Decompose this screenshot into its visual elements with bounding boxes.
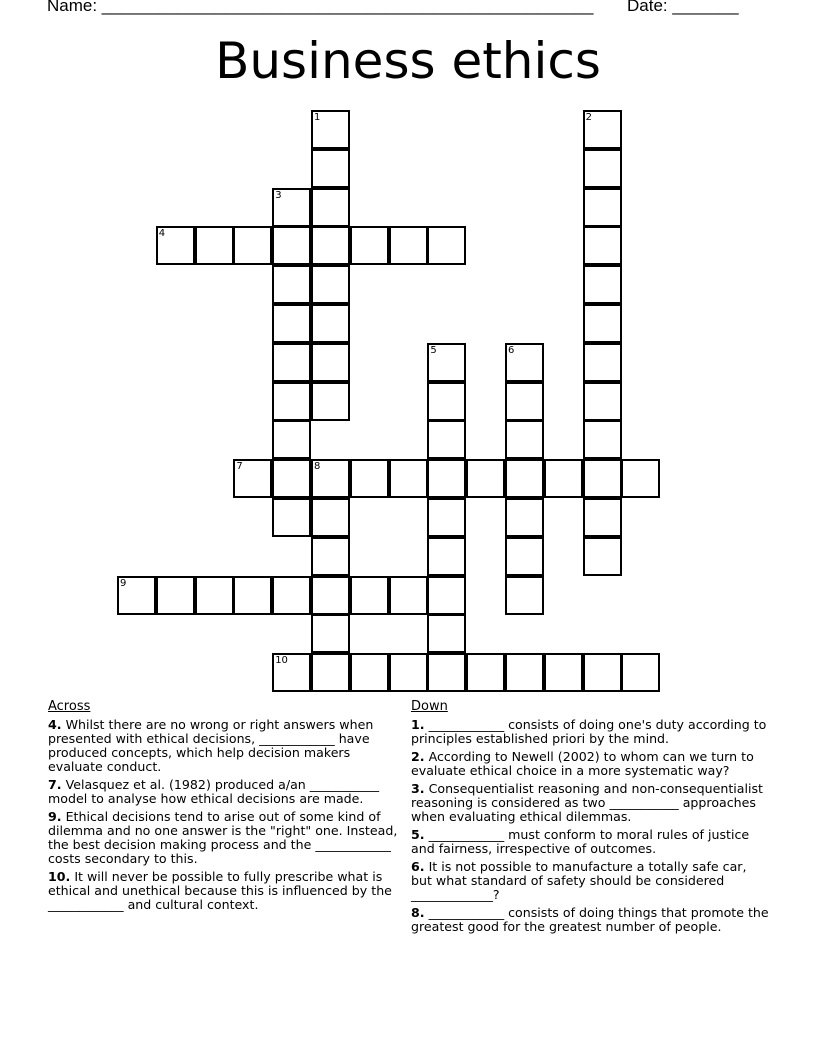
clue-number-label: 8. xyxy=(411,905,425,920)
clue-item xyxy=(411,828,771,856)
grid-cell[interactable] xyxy=(544,459,583,498)
grid-cell[interactable] xyxy=(311,343,350,382)
grid-cell[interactable] xyxy=(389,576,428,615)
grid-cell[interactable] xyxy=(427,382,466,421)
grid-cell[interactable] xyxy=(311,110,350,149)
grid-cell[interactable] xyxy=(427,226,466,265)
grid-cell[interactable] xyxy=(117,576,156,615)
grid-cell[interactable] xyxy=(272,226,311,265)
grid-cell[interactable] xyxy=(233,576,272,615)
grid-cell[interactable] xyxy=(311,614,350,653)
grid-cell[interactable] xyxy=(311,576,350,615)
grid-cell[interactable] xyxy=(583,653,622,692)
grid-cell[interactable] xyxy=(544,653,583,692)
grid-cell[interactable] xyxy=(272,653,311,692)
clue-item xyxy=(411,860,771,902)
grid-cell[interactable] xyxy=(272,576,311,615)
grid-cell[interactable] xyxy=(583,382,622,421)
grid-cell[interactable] xyxy=(195,576,234,615)
clue-item xyxy=(411,782,771,824)
grid-cell[interactable] xyxy=(272,459,311,498)
clue-text: It is not possible to manufacture a totally safe car, but what standard of safety should be considered _____________? xyxy=(411,859,747,902)
grid-cell[interactable] xyxy=(311,459,350,498)
clue-text: According to Newell (2002) to whom can we turn to evaluate ethical choice in a more systematic way? xyxy=(411,749,754,778)
grid-cell[interactable] xyxy=(583,459,622,498)
grid-cell[interactable] xyxy=(583,226,622,265)
clue-item xyxy=(48,778,408,806)
grid-cell[interactable] xyxy=(466,653,505,692)
clue-item xyxy=(411,718,771,746)
grid-cell[interactable] xyxy=(272,265,311,304)
down-heading: Down xyxy=(411,699,448,714)
grid-cell[interactable] xyxy=(505,537,544,576)
down-clues xyxy=(411,700,771,938)
grid-cell[interactable] xyxy=(583,188,622,227)
clue-number: 8 xyxy=(314,461,321,473)
clue-number-label: 1. xyxy=(411,717,425,732)
grid-cell[interactable] xyxy=(427,498,466,537)
clue-number-label: 4. xyxy=(48,717,62,732)
grid-cell[interactable] xyxy=(311,304,350,343)
grid-cell[interactable] xyxy=(427,653,466,692)
grid-cell[interactable] xyxy=(427,420,466,459)
grid-cell[interactable] xyxy=(583,537,622,576)
grid-cell[interactable] xyxy=(583,498,622,537)
clue-text: Consequentialist reasoning and non-consequentialist reasoning is considered as two ___________ approaches when evaluating ethical dilemmas. xyxy=(411,781,763,824)
grid-cell[interactable] xyxy=(311,226,350,265)
grid-cell[interactable] xyxy=(311,537,350,576)
clue-text: ____________ consists of doing one's duty according to principles established priori by the mind. xyxy=(411,717,767,746)
grid-cell[interactable] xyxy=(311,382,350,421)
grid-cell[interactable] xyxy=(389,226,428,265)
grid-cell[interactable] xyxy=(427,576,466,615)
grid-cell[interactable] xyxy=(272,382,311,421)
grid-cell[interactable] xyxy=(427,537,466,576)
grid-cell[interactable] xyxy=(156,226,195,265)
clue-text: It will never be possible to fully prescribe what is ethical and unethical because this is influenced by the ____________ and cultural context. xyxy=(48,869,392,912)
grid-cell[interactable] xyxy=(311,188,350,227)
grid-cell[interactable] xyxy=(505,343,544,382)
clue-number: 2 xyxy=(585,112,592,123)
clue-number-label: 3. xyxy=(411,781,425,796)
grid-cell[interactable] xyxy=(272,343,311,382)
grid-cell[interactable] xyxy=(156,576,195,615)
grid-cell[interactable] xyxy=(272,304,311,343)
clue-number: 9 xyxy=(120,577,127,589)
grid-cell[interactable] xyxy=(350,653,389,692)
clue-number: 1 xyxy=(314,112,321,123)
clue-text: ____________ must conform to moral rules of justice and fairness, irrespective of outcomes. xyxy=(411,827,750,856)
across-clues xyxy=(48,700,408,916)
grid-cell[interactable] xyxy=(272,188,311,227)
clue-number: 6 xyxy=(508,344,515,356)
grid-cell[interactable] xyxy=(583,149,622,188)
clue-item xyxy=(411,906,771,934)
clue-number-label: 10. xyxy=(48,869,71,884)
grid-cell[interactable] xyxy=(583,110,622,149)
grid-cell[interactable] xyxy=(505,498,544,537)
clue-number-label: 5. xyxy=(411,827,425,842)
grid-cell[interactable] xyxy=(311,653,350,692)
grid-cell[interactable] xyxy=(621,653,660,692)
grid-cell[interactable] xyxy=(427,614,466,653)
clue-number: 5 xyxy=(430,344,437,356)
grid-cell[interactable] xyxy=(505,653,544,692)
grid-cell[interactable] xyxy=(583,304,622,343)
grid-cell[interactable] xyxy=(233,226,272,265)
clue-number: 3 xyxy=(275,189,282,201)
clue-number-label: 2. xyxy=(411,749,425,764)
clue-item xyxy=(48,718,408,774)
clue-item xyxy=(411,750,771,778)
grid-cell[interactable] xyxy=(466,459,505,498)
grid-cell[interactable] xyxy=(389,459,428,498)
grid-cell[interactable] xyxy=(272,420,311,459)
clue-item xyxy=(48,870,408,912)
grid-cell[interactable] xyxy=(505,382,544,421)
grid-cell[interactable] xyxy=(311,265,350,304)
grid-cell[interactable] xyxy=(311,498,350,537)
grid-cell[interactable] xyxy=(583,265,622,304)
clue-number: 10 xyxy=(275,655,288,667)
grid-cell[interactable] xyxy=(427,343,466,382)
grid-cell[interactable] xyxy=(583,343,622,382)
grid-cell[interactable] xyxy=(272,498,311,537)
clue-number: 7 xyxy=(236,461,243,473)
grid-cell[interactable] xyxy=(350,576,389,615)
clue-text: Ethical decisions tend to arise out of some kind of dilemma and no one answer is the "right" one. Instead, the best decision making process and the ____________ costs secondary to this. xyxy=(48,809,398,866)
page-title: Business ethics xyxy=(215,32,601,90)
clue-text: ____________ consists of doing things that promote the greatest good for the greatest number of people. xyxy=(411,905,769,934)
clue-text: Velasquez et al. (1982) produced a/an ___________ model to analyse how ethical decisions are made. xyxy=(48,777,380,806)
clue-number-label: 7. xyxy=(48,777,62,792)
grid-cell[interactable] xyxy=(505,459,544,498)
clue-number-label: 6. xyxy=(411,859,425,874)
clue-item xyxy=(48,810,408,866)
name-field: Name: ____________________________________________________ xyxy=(47,0,594,15)
clue-number: 4 xyxy=(158,228,166,240)
grid-cell[interactable] xyxy=(427,459,466,498)
grid-cell[interactable] xyxy=(311,149,350,188)
grid-cell[interactable] xyxy=(583,420,622,459)
grid-cell[interactable] xyxy=(621,459,660,498)
grid-cell[interactable] xyxy=(505,420,544,459)
clue-text: Whilst there are no wrong or right answers when presented with ethical decisions, ____________ have produced concepts, which help decision makers evaluate conduct. xyxy=(48,717,374,774)
grid-cell[interactable] xyxy=(350,459,389,498)
grid-cell[interactable] xyxy=(389,653,428,692)
grid-cell[interactable] xyxy=(195,226,234,265)
clue-number-label: 9. xyxy=(48,809,62,824)
across-heading: Across xyxy=(48,699,91,714)
grid-cell[interactable] xyxy=(350,226,389,265)
grid-cell[interactable] xyxy=(233,459,272,498)
grid-cell[interactable] xyxy=(505,576,544,615)
date-field: Date: _______ xyxy=(627,0,739,15)
